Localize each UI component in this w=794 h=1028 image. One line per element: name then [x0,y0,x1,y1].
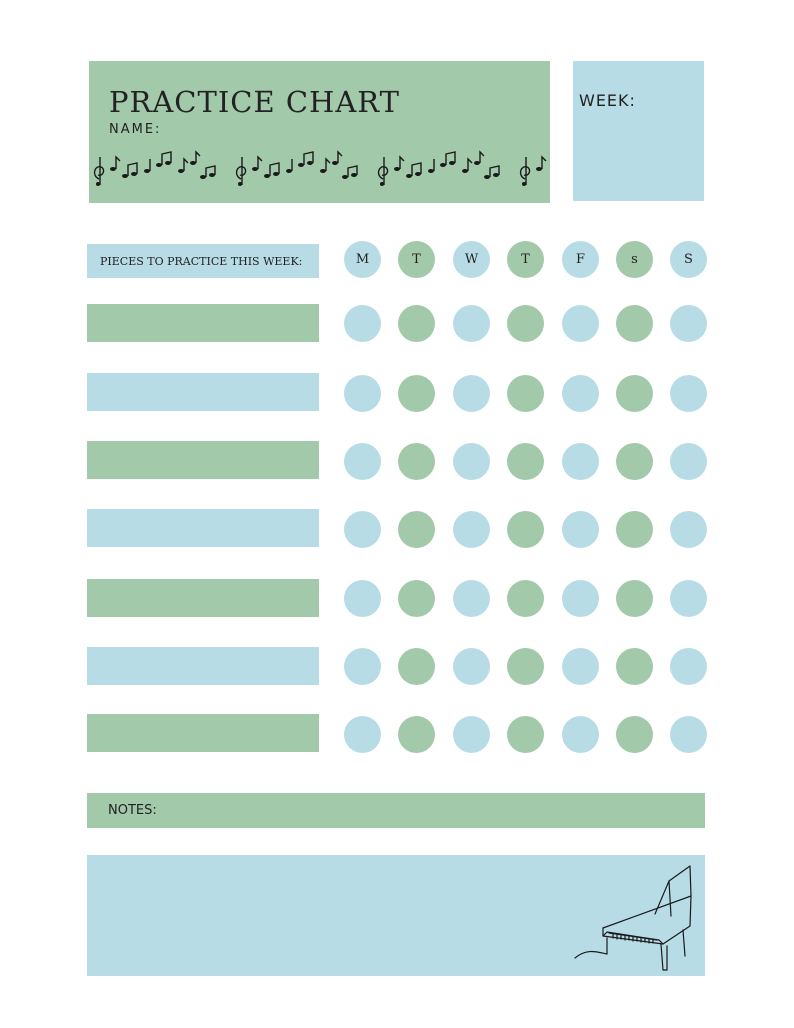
day-circle-fri: F [562,241,599,278]
practice-checkbox[interactable] [398,375,435,412]
practice-checkbox[interactable] [616,580,653,617]
practice-checkbox[interactable] [344,580,381,617]
practice-checkbox[interactable] [344,648,381,685]
practice-checkbox[interactable] [507,648,544,685]
week-label: WEEK: [579,91,636,110]
practice-checkbox[interactable] [398,305,435,342]
practice-checkbox[interactable] [398,511,435,548]
notes-area[interactable] [87,855,705,976]
week-panel [573,61,704,201]
practice-checkbox[interactable] [562,580,599,617]
notes-header [87,793,705,828]
day-circle-sat: s [616,241,653,278]
practice-checkbox[interactable] [616,716,653,753]
practice-checkbox[interactable] [507,511,544,548]
practice-checkbox[interactable] [344,375,381,412]
piece-entry-field[interactable] [87,579,319,617]
grand-piano-icon [573,856,705,974]
practice-checkbox[interactable] [562,443,599,480]
practice-checkbox[interactable] [344,511,381,548]
practice-checkbox[interactable] [398,648,435,685]
notes-label: NOTES: [108,803,157,818]
piece-entry-field[interactable] [87,647,319,685]
practice-checkbox[interactable] [453,580,490,617]
practice-checkbox[interactable] [507,375,544,412]
piece-entry-field[interactable] [87,509,319,547]
practice-checkbox[interactable] [670,648,707,685]
practice-checkbox[interactable] [507,716,544,753]
day-circle-sun: S [670,241,707,278]
practice-checkbox[interactable] [344,305,381,342]
music-notes-icon [89,149,550,189]
practice-checkbox[interactable] [670,511,707,548]
piece-entry-field[interactable] [87,714,319,752]
practice-checkbox[interactable] [453,716,490,753]
practice-checkbox[interactable] [453,305,490,342]
practice-checkbox[interactable] [670,443,707,480]
practice-checkbox[interactable] [670,305,707,342]
practice-checkbox[interactable] [562,511,599,548]
practice-checkbox[interactable] [616,511,653,548]
pieces-label: PIECES TO PRACTICE THIS WEEK: [100,255,303,268]
practice-checkbox[interactable] [453,443,490,480]
practice-checkbox[interactable] [562,716,599,753]
practice-checkbox[interactable] [344,443,381,480]
practice-checkbox[interactable] [670,580,707,617]
practice-checkbox[interactable] [398,580,435,617]
practice-checkbox[interactable] [562,648,599,685]
piece-entry-field[interactable] [87,304,319,342]
practice-checkbox[interactable] [398,716,435,753]
practice-checkbox[interactable] [616,443,653,480]
practice-checkbox[interactable] [453,511,490,548]
practice-checkbox[interactable] [453,375,490,412]
practice-checkbox[interactable] [344,716,381,753]
piece-entry-field[interactable] [87,373,319,411]
practice-checkbox[interactable] [562,375,599,412]
day-circle-tue: T [398,241,435,278]
piece-entry-field[interactable] [87,441,319,479]
pieces-header [87,244,319,278]
header-panel [89,61,550,203]
practice-checkbox[interactable] [507,305,544,342]
practice-checkbox[interactable] [670,375,707,412]
practice-checkbox[interactable] [616,375,653,412]
practice-checkbox[interactable] [562,305,599,342]
practice-checkbox[interactable] [398,443,435,480]
practice-checkbox[interactable] [507,443,544,480]
practice-checkbox[interactable] [453,648,490,685]
name-label: NAME: [109,122,162,137]
practice-checkbox[interactable] [507,580,544,617]
practice-checkbox[interactable] [670,716,707,753]
practice-checkbox[interactable] [616,305,653,342]
day-circle-mon: M [344,241,381,278]
day-circle-wed: W [453,241,490,278]
page-title: PRACTICE CHART [109,85,400,119]
day-circle-thu: T [507,241,544,278]
practice-checkbox[interactable] [616,648,653,685]
